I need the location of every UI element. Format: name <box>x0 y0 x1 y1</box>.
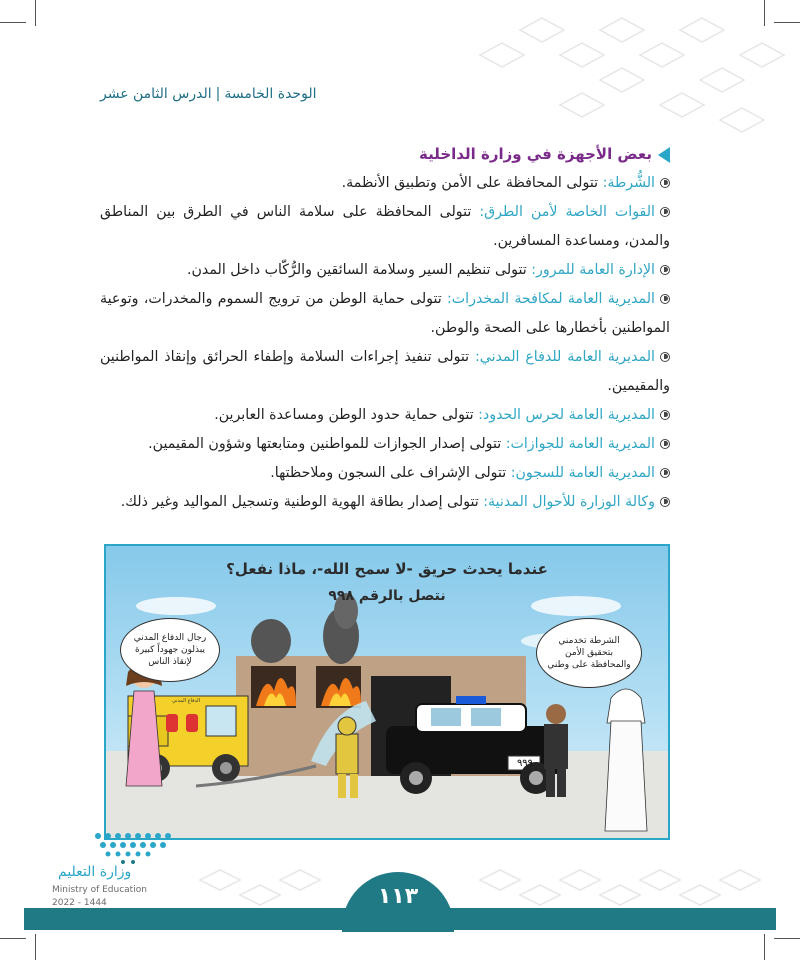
bullet-icon <box>660 294 670 304</box>
item-term: وكالة الوزارة للأحوال المدنية: <box>483 494 655 510</box>
item-text: تتولى المحافظة على الأمن وتطبيق الأنظمة. <box>341 175 603 191</box>
unit-label: الوحدة الخامسة <box>224 86 317 102</box>
item-text: تتولى تنفيذ إجراءات السلامة وإطفاء الحرائق وإنقاذ المواطنين والمقيمين. <box>100 349 670 394</box>
header-separator: | <box>215 86 221 102</box>
item-text: تتولى إصدار الجوازات للمواطنين ومتابعتها وشؤون المقيمين. <box>148 436 506 452</box>
list-item <box>100 401 670 430</box>
list-item <box>100 459 670 488</box>
illustration-subtitle: نتصل بالرقم ٩٩٨ <box>328 588 446 604</box>
list-item <box>100 488 670 517</box>
speech-bubble-left: رجال الدفاع المدني يبذلون جهوداً كبيرة لإنقاذ الناس <box>120 618 220 682</box>
chevron-left-icon <box>658 147 670 163</box>
list-item <box>100 169 670 198</box>
item-term: الإدارة العامة للمرور: <box>531 262 655 278</box>
speech-bubble-right: الشرطة تخدمني بتحقيق الأمن والمحافظة على وطني <box>536 618 642 688</box>
list-item <box>100 198 670 256</box>
illustration-panel <box>104 544 670 840</box>
item-term: المديرية العامة لحرس الحدود: <box>478 407 655 423</box>
item-term: المديرية العامة للجوازات: <box>505 436 655 452</box>
bullet-icon <box>660 439 670 449</box>
bullet-icon <box>660 497 670 507</box>
lesson-label: الدرس الثامن عشر <box>100 86 212 102</box>
ministry-name-en: Ministry of Education <box>52 885 147 895</box>
ministry-name-ar: وزارة التعليم <box>58 864 132 880</box>
list-item <box>100 285 670 343</box>
item-term: المديرية العامة للدفاع المدني: <box>475 349 655 365</box>
main-content <box>100 140 670 517</box>
section-heading <box>100 140 670 169</box>
list-item <box>100 430 670 459</box>
item-text: تتولى حماية حدود الوطن ومساعدة العابرين. <box>214 407 479 423</box>
item-term: المديرية العامة للسجون: <box>510 465 655 481</box>
item-text: تتولى إصدار بطاقة الهوية الوطنية وتسجيل المواليد وغير ذلك. <box>120 494 484 510</box>
edition-year: 2022 - 1444 <box>52 898 107 908</box>
bullet-icon <box>660 410 670 420</box>
item-term: الشُّرطة: <box>602 175 655 191</box>
bullet-icon <box>660 207 670 217</box>
item-term: المديرية العامة لمكافحة المخدرات: <box>447 291 655 307</box>
truck-label: الدفاع المدني <box>172 698 201 704</box>
item-text: تتولى حماية الوطن من ترويج السموم والمخدرات، وتوعية المواطنين بأخطارها على الصحة والوطن. <box>100 291 670 336</box>
list-item <box>100 343 670 401</box>
page-number: ١١٣ <box>342 872 454 932</box>
item-term: القوات الخاصة لأمن الطرق: <box>479 204 655 220</box>
bullet-icon <box>660 178 670 188</box>
bullet-icon <box>660 265 670 275</box>
item-text: تتولى الإشراف على السجون وملاحظتها. <box>270 465 511 481</box>
license-plate: ٩٩٩ <box>516 758 534 769</box>
item-text: تتولى المحافظة على سلامة الناس في الطرق بين المناطق والمدن، ومساعدة المسافرين. <box>100 204 670 249</box>
running-header <box>100 86 380 102</box>
list-item <box>100 256 670 285</box>
illustration-title: عندما يحدث حريق -لا سمح الله-، ماذا نفعل؟ <box>226 560 548 578</box>
bullet-icon <box>660 468 670 478</box>
item-text: تتولى تنظيم السير وسلامة السائقين والرُّكّاب داخل المدن. <box>186 262 532 278</box>
bullet-icon <box>660 352 670 362</box>
ministry-logo-icon <box>88 826 178 866</box>
section-title: بعض الأجهزة في وزارة الداخلية <box>419 145 652 163</box>
